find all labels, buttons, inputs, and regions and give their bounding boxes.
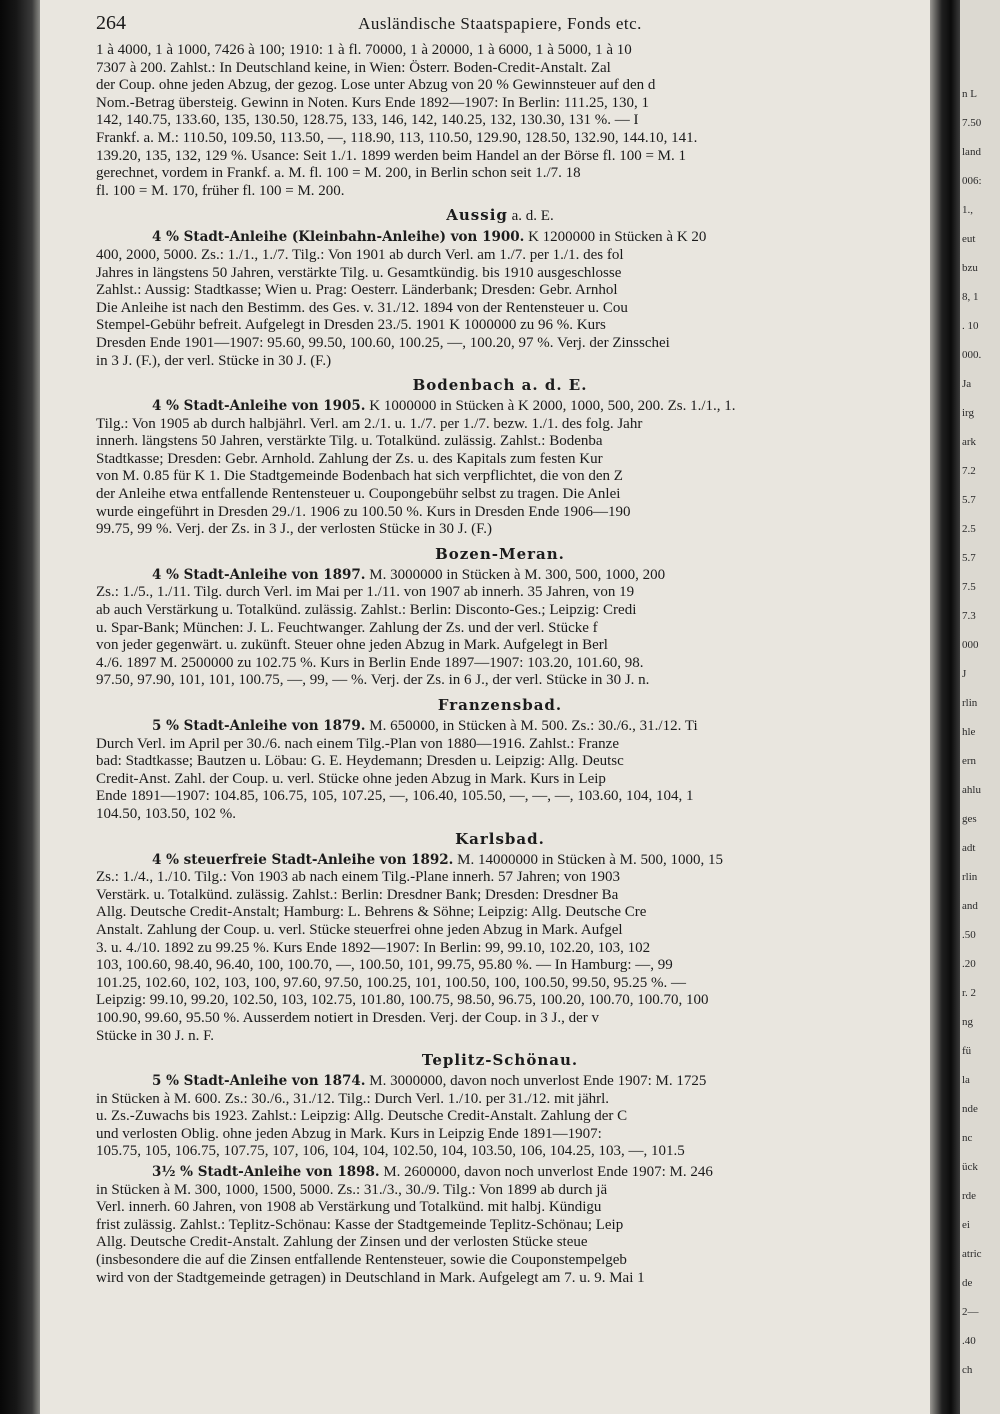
text-line: und verlosten Oblig. ohne jeden Abzug in Mark. Kurs in Leipzig Ende 1891—1907: (96, 1125, 602, 1142)
city-name: Teplitz-Schönau. (421, 1051, 579, 1070)
text-line: 99.75, 99 %. Verj. der Zs. in 3 J., der verlosten Stücke in 30 J. (F.) (96, 521, 492, 538)
loan-title: 4 % Stadt-Anleihe (Kleinbahn-Anleihe) von 1900. (152, 229, 525, 246)
page-edge-fragment: rde (962, 1190, 977, 1202)
loan-entry (96, 1073, 904, 1161)
entry-first-line (96, 1073, 904, 1091)
page-edge-fragment: adt (962, 842, 976, 854)
text-line: Leipzig: 99.10, 99.20, 102.50, 103, 102.75, 101.80, 100.75, 98.50, 96.75, 100.20, 100.70, 100.70, 100 (96, 992, 709, 1009)
text-line: Verstärk. u. Totalkünd. zulässig. Zahlst.: Berlin: Dresdner Bank; Dresden: Dresdner Ba (96, 886, 619, 903)
intro-paragraph (96, 42, 904, 200)
loan-summary: M. 650000, in Stücken à M. 500. Zs.: 30./6., 31./12. Ti (369, 718, 698, 734)
loan-summary: M. 14000000 in Stücken à M. 500, 1000, 15 (457, 851, 723, 868)
text-line: Allg. Deutsche Credit-Anstalt; Hamburg: L. Behrens & Söhne; Leipzig: Allg. Deutsche Cre (96, 904, 647, 921)
page-edge-fragment: ch (962, 1364, 973, 1376)
loan-summary: M. 3000000, davon noch unverlost Ende 1907: M. 1725 (369, 1073, 707, 1090)
loan-title: 5 % Stadt-Anleihe von 1874. (152, 1073, 366, 1090)
text-line: der Coup. ohne jeden Abzug, der gezog. Lose unter Abzug von 20 % Gewinnsteuer auf den d (96, 77, 656, 94)
text-line: 105.75, 105, 106.75, 107.75, 107, 106, 104, 104, 102.50, 104, 103.50, 106, 104.25, 103, —, 101.5 (96, 1143, 685, 1160)
page-edge-fragment: la (962, 1074, 970, 1086)
loan-entry (96, 1164, 904, 1287)
text-line: Jahres in längstens 50 Jahren, verstärkte Tilg. u. Gesamtkündig. bis 1910 ausgeschlosse (96, 264, 622, 281)
text-line: innerh. längstens 50 Jahren, verstärkte Tilg. u. Totalkünd. zulässig. Zahlst.: Bodenba (96, 433, 603, 450)
page-edge-fragment: nde (962, 1103, 978, 1115)
entry-first-line (96, 1164, 904, 1182)
loan-summary: M. 2600000, davon noch unverlost Ende 1907: M. 246 (383, 1164, 713, 1181)
page-edge-fragment: r. 2 (962, 987, 977, 999)
page-number: 264 (96, 12, 126, 34)
page-edge-fragment: 7.50 (962, 117, 982, 129)
sections-container (96, 206, 904, 1287)
city-heading (96, 206, 904, 225)
loan-title: 4 % steuerfreie Stadt-Anleihe von 1892. (152, 851, 454, 868)
page-edge-fragment: fü (962, 1045, 972, 1057)
text-line: 97.50, 97.90, 101, 101, 100.75, —, 99, — %. Verj. der Zs. in 6 J., der verl. Stücke in 30 J. n. (96, 672, 650, 689)
text-line: gerechnet, vordem in Frankf. a. M. fl. 100 = M. 200, in Berlin schon seit 1./7. 18 (96, 165, 581, 182)
page-edge-fragment: nc (962, 1132, 973, 1144)
page-edge-fragment: .50 (962, 929, 976, 941)
city-heading (96, 1051, 904, 1069)
text-line: Verl. innerh. 60 Jahren, von 1908 ab Verstärkung und Totalkünd. mit halbj. Kündigu (96, 1199, 602, 1216)
page-edge-fragment: 2.5 (962, 523, 976, 535)
entry-first-line (96, 229, 904, 247)
loan-entry (96, 229, 904, 370)
text-line: von M. 0.85 für K 1. Die Stadtgemeinde Bodenbach hat sich verpflichtet, die von den Z (96, 468, 623, 485)
city-name: Franzensbad. (437, 696, 563, 714)
loan-entry (96, 852, 904, 1046)
entry-first-line (96, 852, 904, 870)
loan-title: 4 % Stadt-Anleihe von 1905. (152, 398, 366, 415)
text-line: 1 à 4000, 1 à 1000, 7426 à 100; 1910: 1 à fl. 70000, 1 à 20000, 1 à 6000, 1 à 5000, 1 à 10 (96, 42, 632, 58)
text-line: der Anleihe etwa entfallende Rentensteuer u. Coupongebühr selbst zu tragen. Die Anlei (96, 486, 621, 503)
text-line: Stempel-Gebühr befreit. Aufgelegt in Dresden 23./5. 1901 K 1000000 zu 96 %. Kurs (96, 317, 606, 334)
entry-first-line (96, 398, 904, 416)
text-line: Durch Verl. im April per 30./6. nach einem Tilg.-Plan von 1880—1916. Zahlst.: Franze (96, 735, 619, 752)
text-line: Allg. Deutsche Credit-Anstalt. Zahlung der Zinsen und der verlosten Stücke steue (96, 1234, 588, 1251)
city-name: Karlsbad. (455, 829, 545, 848)
loan-entry (96, 718, 904, 824)
text-line: 104.50, 103.50, 102 %. (96, 805, 236, 822)
page-edge-fragment: .20 (962, 958, 976, 970)
loan-summary: M. 3000000 in Stücken à M. 300, 500, 1000, 200 (369, 566, 666, 583)
text-line: 142, 140.75, 133.60, 135, 130.50, 128.75, 133, 146, 142, 140.25, 132, 130.30, 131 %. — I (96, 112, 639, 129)
page-edge-fragment: eut (962, 233, 976, 245)
entry-first-line (96, 567, 904, 585)
text-line: 7307 à 200. Zahlst.: In Deutschland keine, in Wien: Österr. Boden-Credit-Anstalt. Zal (96, 59, 611, 76)
city-heading (96, 830, 904, 848)
page-edge-fragment: bzu (962, 262, 978, 274)
city-suffix: a. d. E. (507, 208, 554, 225)
text-line: Credit-Anst. Zahl. der Coup. u. verl. Stücke ohne jeden Abzug in Mark. Kurs in Leip (96, 770, 606, 787)
text-line: Zs.: 1./5., 1./11. Tilg. durch Verl. im Mai per 1./11. von 1907 ab innerh. 35 Jahren, von 19 (96, 584, 635, 601)
text-line: Nom.-Betrag übersteig. Gewinn in Noten. Kurs Ende 1892—1907: In Berlin: 111.25, 130, 1 (96, 94, 649, 111)
loan-summary: K 1200000 in Stücken à K 20 (528, 229, 707, 246)
page-edge-fragment: . 10 (962, 320, 979, 332)
text-line: u. Zs.-Zuwachs bis 1923. Zahlst.: Leipzig: Allg. Deutsche Credit-Anstalt. Zahlung der C (96, 1108, 628, 1125)
page-edge-fragment: J (962, 668, 967, 680)
text-line: 103, 100.60, 98.40, 96.40, 100, 100.70, —, 100.50, 101, 99.75, 95.80 %. — In Hamburg: —, 99 (96, 957, 673, 974)
text-line: fl. 100 = M. 170, früher fl. 100 = M. 200. (96, 182, 345, 199)
text-line: 139.20, 135, 132, 129 %. Usance: Seit 1./1. 1899 werden beim Handel an der Börse fl. 100 = M. 1 (96, 147, 687, 164)
page-edge-fragment: irg (962, 407, 975, 419)
page-edge-fragment: atric (962, 1248, 982, 1260)
city-name: Bozen-Meran. (435, 544, 565, 563)
text-line: Zahlst.: Aussig: Stadtkasse; Wien u. Prag: Oesterr. Länderbank; Dresden: Gebr. Arnhol (96, 282, 618, 299)
page-edge-fragment: rlin (962, 697, 978, 709)
page-edge-fragment: and (962, 900, 978, 912)
text-line: 4./6. 1897 M. 2500000 zu 102.75 %. Kurs in Berlin Ende 1897—1907: 103.20, 101.60, 98. (96, 654, 644, 671)
text-line: ab auch Verstärkung u. Totalkünd. zulässig. Zahlst.: Berlin: Disconto-Ges.; Leipzig: Credi (96, 602, 637, 619)
page-edge-fragment: n L (962, 88, 977, 100)
page-edge-fragment: hle (962, 726, 976, 738)
page-edge-fragment: 7.3 (962, 610, 976, 622)
text-line: (insbesondere die auf die Zinsen entfallende Rentensteuer, sowie die Couponstempelgeb (96, 1252, 627, 1269)
text-line: Frankf. a. M.: 110.50, 109.50, 113.50, —, 118.90, 113, 110.50, 129.90, 128.50, 132.90, 144.10, 141. (96, 129, 698, 146)
loan-title: 3½ % Stadt-Anleihe von 1898. (152, 1164, 380, 1181)
text-line: Zs.: 1./4., 1./10. Tilg.: Von 1903 ab nach einem Tilg.-Plane innerh. 57 Jahren; von 1903 (96, 869, 621, 886)
page-edge-fragment: ark (962, 436, 977, 448)
page-edge-fragment: 1., (962, 204, 973, 216)
city-heading (96, 376, 904, 394)
page-edge-fragment: 2— (962, 1306, 979, 1318)
entry-first-line (96, 718, 904, 736)
text-line: 3. u. 4./10. 1892 zu 99.25 %. Kurs Ende 1892—1907: In Berlin: 99, 99.10, 102.20, 103, 102 (96, 939, 651, 956)
running-title: Ausländische Staatspapiere, Fonds etc. (358, 14, 642, 33)
text-line: in 3 J. (F.), der verl. Stücke in 30 J. (F.) (96, 352, 332, 369)
text-line: Tilg.: Von 1905 ab durch halbjährl. Verl. am 2./1. u. 1./7. per 1./7. bezw. 1./1. des folg. Jahr (96, 415, 643, 432)
page-edge-fragment: 7.5 (962, 581, 976, 593)
page-edge-fragment: 000 (962, 639, 979, 651)
page-edge-fragment: 006: (962, 175, 982, 187)
text-line: wird von der Stadtgemeinde getragen) in Deutschland in Mark. Aufgelegt am 7. u. 9. Mai 1 (96, 1269, 645, 1286)
page-edge-fragment: ern (962, 755, 977, 767)
text-line: in Stücken à M. 300, 1000, 1500, 5000. Zs.: 31./3., 30./9. Tilg.: Von 1899 ab durch jä (96, 1181, 608, 1198)
text-line: 400, 2000, 5000. Zs.: 1./1., 1./7. Tilg.: Von 1901 ab durch Verl. am 1./7. per 1./1. des fol (96, 246, 624, 263)
city-heading (96, 545, 904, 563)
page-edge-fragment: land (962, 146, 981, 158)
text-line: Anstalt. Zahlung der Coup. u. verl. Stücke steuerfrei ohne jeden Abzug in Mark. Aufgel (96, 921, 623, 938)
text-line: Stadtkasse; Dresden: Gebr. Arnhold. Zahlung der Zs. u. des Kapitals zum festen Kur (96, 450, 603, 467)
page-edge-fragment: 8, 1 (962, 291, 979, 303)
text-line: Die Anleihe ist nach den Bestimm. des Ges. v. 31./12. 1894 von der Rentensteuer u. Cou (96, 299, 628, 316)
page-edge-fragment: rlin (962, 871, 978, 883)
page-edge-fragment: ei (962, 1219, 970, 1231)
text-line: Stücke in 30 J. n. F. (96, 1027, 214, 1044)
running-header (96, 12, 904, 42)
page-edge-fragment: Ja (962, 378, 972, 390)
page-edge-fragment: 5.7 (962, 494, 976, 506)
page-edge-fragment: 5.7 (962, 552, 976, 564)
page-edge-fragment: .40 (962, 1335, 976, 1347)
text-line: in Stücken à M. 600. Zs.: 30./6., 31./12. Tilg.: Durch Verl. 1./10. per 31./12. mit jährl. (96, 1090, 610, 1107)
loan-entry (96, 398, 904, 539)
text-line: von jeder gegenwärt. u. zukünft. Steuer ohne jeden Abzug in Mark. Aufgelegt in Berl (96, 637, 608, 654)
loan-title: 5 % Stadt-Anleihe von 1879. (152, 718, 366, 734)
page-edge-fragment: ahlu (962, 784, 981, 796)
page-edge-fragment: 000. (962, 349, 982, 361)
text-line: Ende 1891—1907: 104.85, 106.75, 105, 107.25, —, 106.40, 105.50, —, —, —, 103.60, 104, 104, 1 (96, 788, 694, 805)
text-line: Dresden Ende 1901—1907: 95.60, 99.50, 100.60, 100.25, —, 100.20, 97 %. Verj. der Zinsschei (96, 334, 670, 351)
text-line: u. Spar-Bank; München: J. L. Feuchtwanger. Zahlung der Zs. und der verl. Stücke f (96, 619, 598, 636)
document-page (96, 12, 904, 1407)
loan-summary: K 1000000 in Stücken à K 2000, 1000, 500, 200. Zs. 1./1., 1. (369, 398, 736, 415)
text-line: bad: Stadtkasse; Bautzen u. Löbau: G. E. Heydemann; Dresden u. Leipzig: Allg. Deutsc (96, 753, 624, 770)
page-edge-fragment: ück (962, 1161, 978, 1173)
city-name: Bodenbach a. d. E. (412, 376, 588, 395)
city-name: Aussig (446, 206, 508, 225)
page-edge-fragment: 7.2 (962, 465, 976, 477)
left-binding-gutter (0, 0, 40, 1414)
loan-title: 4 % Stadt-Anleihe von 1897. (152, 566, 366, 583)
text-line: frist zulässig. Zahlst.: Teplitz-Schönau: Kasse der Stadtgemeinde Teplitz-Schönau; Leip (96, 1216, 624, 1233)
loan-entry (96, 567, 904, 690)
page-edge-fragment: ges (962, 813, 977, 825)
page-edge-fragment: de (962, 1277, 973, 1289)
city-heading (96, 696, 904, 714)
right-binding-gutter (930, 0, 960, 1414)
text-line: wurde eingeführt in Dresden 29./1. 1906 zu 100.50 %. Kurs in Dresden Ende 1906—190 (96, 503, 631, 520)
page-edge-fragment: ng (962, 1016, 973, 1028)
text-line: 100.90, 99.60, 95.50 %. Ausserdem notiert in Dresden. Verj. der Coup. in 3 J., der v (96, 1009, 599, 1026)
adjacent-page-edge (960, 0, 1000, 1414)
text-line: 101.25, 102.60, 102, 103, 100, 97.60, 97.50, 100.25, 101, 100.50, 100, 100.50, 99.50, 95.25 %. — (96, 974, 686, 991)
